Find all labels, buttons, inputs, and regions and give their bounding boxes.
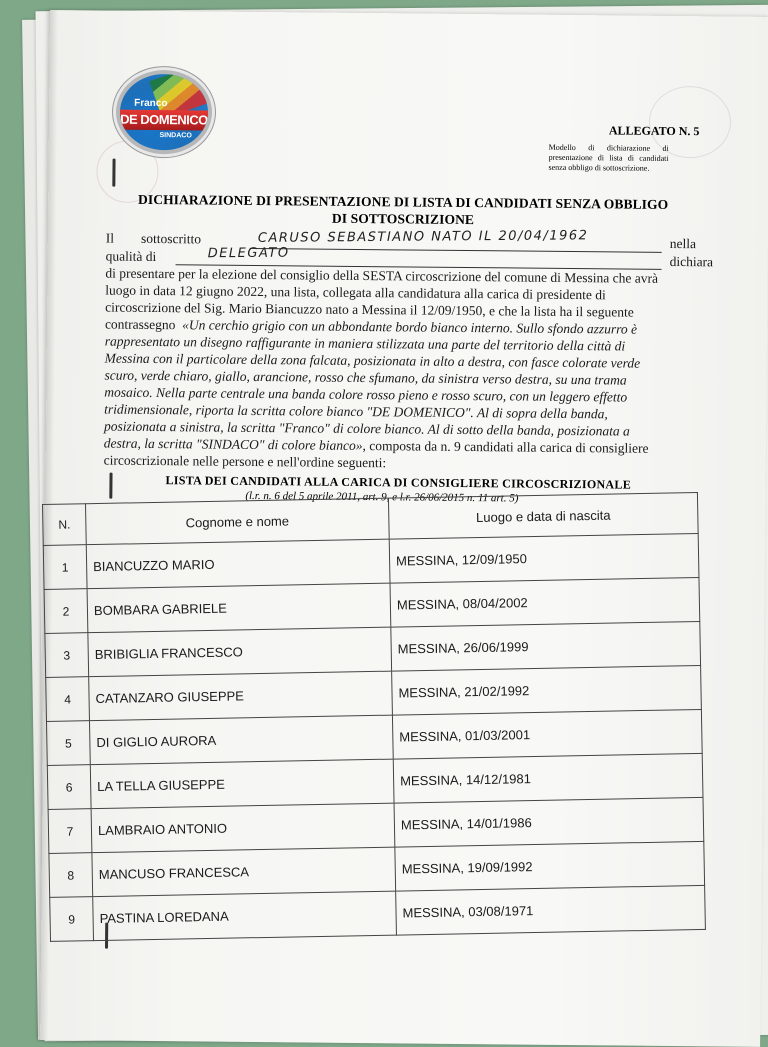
header-name: Cognome e nome (86, 498, 390, 545)
handwritten-sottoscritto: CARUSO SEBASTIANO NATO IL 20/04/1962 (257, 228, 589, 246)
table-row: 1 BIANCUZZO MARIO MESSINA, 12/09/1950 (43, 533, 699, 589)
contrassegno-line: contrassegno «Un cerchio grigio con un abbondante bordo bianco interno. Sullo sfondo azzurro è (104, 316, 638, 337)
header-n: N. (43, 504, 87, 546)
body-line: circoscrizione del Sig. Mario Biancuzzo nato a Messina il 12/09/1950, e che la lista ha il seguente (105, 299, 634, 320)
logo-franco-text: Franco (134, 97, 168, 110)
contrassegno-line: tridimensionale, riporta la scritta colore bianco "DE DOMENICO". Al di sopra della banda, (104, 401, 608, 422)
logo-name-text: DE DOMENICO (120, 111, 208, 128)
logo-sindaco-text: SINDACO (159, 132, 192, 140)
nella-text: nella (669, 235, 697, 252)
table-row: 9 PASTINA LOREDANA MESSINA, 03/08/1971 (50, 885, 706, 941)
qualita-label: qualità di (105, 248, 157, 265)
allegato-label: ALLEGATO N. 5 (608, 123, 700, 139)
body-line: luogo in data 12 giugno 2022, una lista, collegata alla candidatura alla carica di presidente di (105, 282, 606, 303)
document-title: DICHIARAZIONE DI PRESENTAZIONE DI LISTA DI CANDIDATI SENZA OBBLIGO DI SOTTOSCRIZIONE (138, 191, 669, 228)
contrassegno-line: scuro, verde chiaro, giallo, arancione, rosso che sfumano, da sinistra verso destra, su una trama (104, 367, 627, 388)
table-row: 7 LAMBRAIO ANTONIO MESSINA, 14/01/1986 (48, 797, 704, 853)
body-line: di presentare per la elezione del consiglio della SESTA circoscrizione del comune di Messina che avrà (105, 265, 659, 286)
modello-note: Modello di dichiarazione di presentazione di lista di candidati senza obbligo di sottoscrizione. (548, 142, 669, 173)
sottoscritto-line: Il sottoscritto (105, 230, 202, 247)
contrassegno-line: posizionata a sinistra, la scritta "Franco" di colore bianco. Al di sotto della banda, posizionata a (103, 418, 630, 439)
binder-mark (109, 473, 112, 499)
contrassegno-line: mosaico. Nella parte centrale una banda colore rosso pieno e rosso scuro, con un leggero effetto (104, 384, 628, 405)
handwritten-qualita: DELEGATO (207, 245, 290, 262)
table-row: 2 BOMBARA GABRIELE MESSINA, 08/04/2002 (44, 577, 700, 633)
table-row: 8 MANCUSO FRANCESCA MESSINA, 19/09/1992 (49, 841, 705, 897)
closing-line: circoscrizionale nelle persone e nell'ordine seguenti: (103, 452, 387, 471)
table-row: 6 LA TELLA GIUSEPPE MESSINA, 14/12/1981 (47, 753, 703, 809)
contrassegno-line: Messina con il particolare della zona falcata, posizionata in alto a destra, con fasce colorate verde (104, 350, 641, 371)
list-subtitle: (l.r. n. 6 del 5 aprile 2011, art. 9, e l.r. 26/06/2015 n. 11 art. 5) (245, 489, 519, 505)
candidates-table (42, 489, 706, 942)
table-row: 4 CATANZARO GIUSEPPE MESSINA, 21/02/1992 (46, 665, 702, 721)
contrassegno-line: destra, la scritta "SINDACO" di colore bianco», composta da n. 9 candidati alla carica di consigliere (103, 435, 649, 456)
list-title: LISTA DEI CANDIDATI ALLA CARICA DI CONSIGLIERE CIRCOSCRIZIONALE (165, 473, 632, 492)
party-logo (113, 67, 216, 158)
dichiara-text: dichiara (669, 253, 714, 270)
table-row: 3 BRIBIGLIA FRANCESCO MESSINA, 26/06/1999 (45, 621, 701, 677)
table-row: 5 DI GIGLIO AURORA MESSINA, 01/03/2001 (46, 709, 702, 765)
contrassegno-line: rappresentato un disegno raffigurante in maniera stilizzata una parte del territorio della città di (104, 333, 626, 354)
header-birth: Luogo e data di nascita (388, 492, 698, 539)
